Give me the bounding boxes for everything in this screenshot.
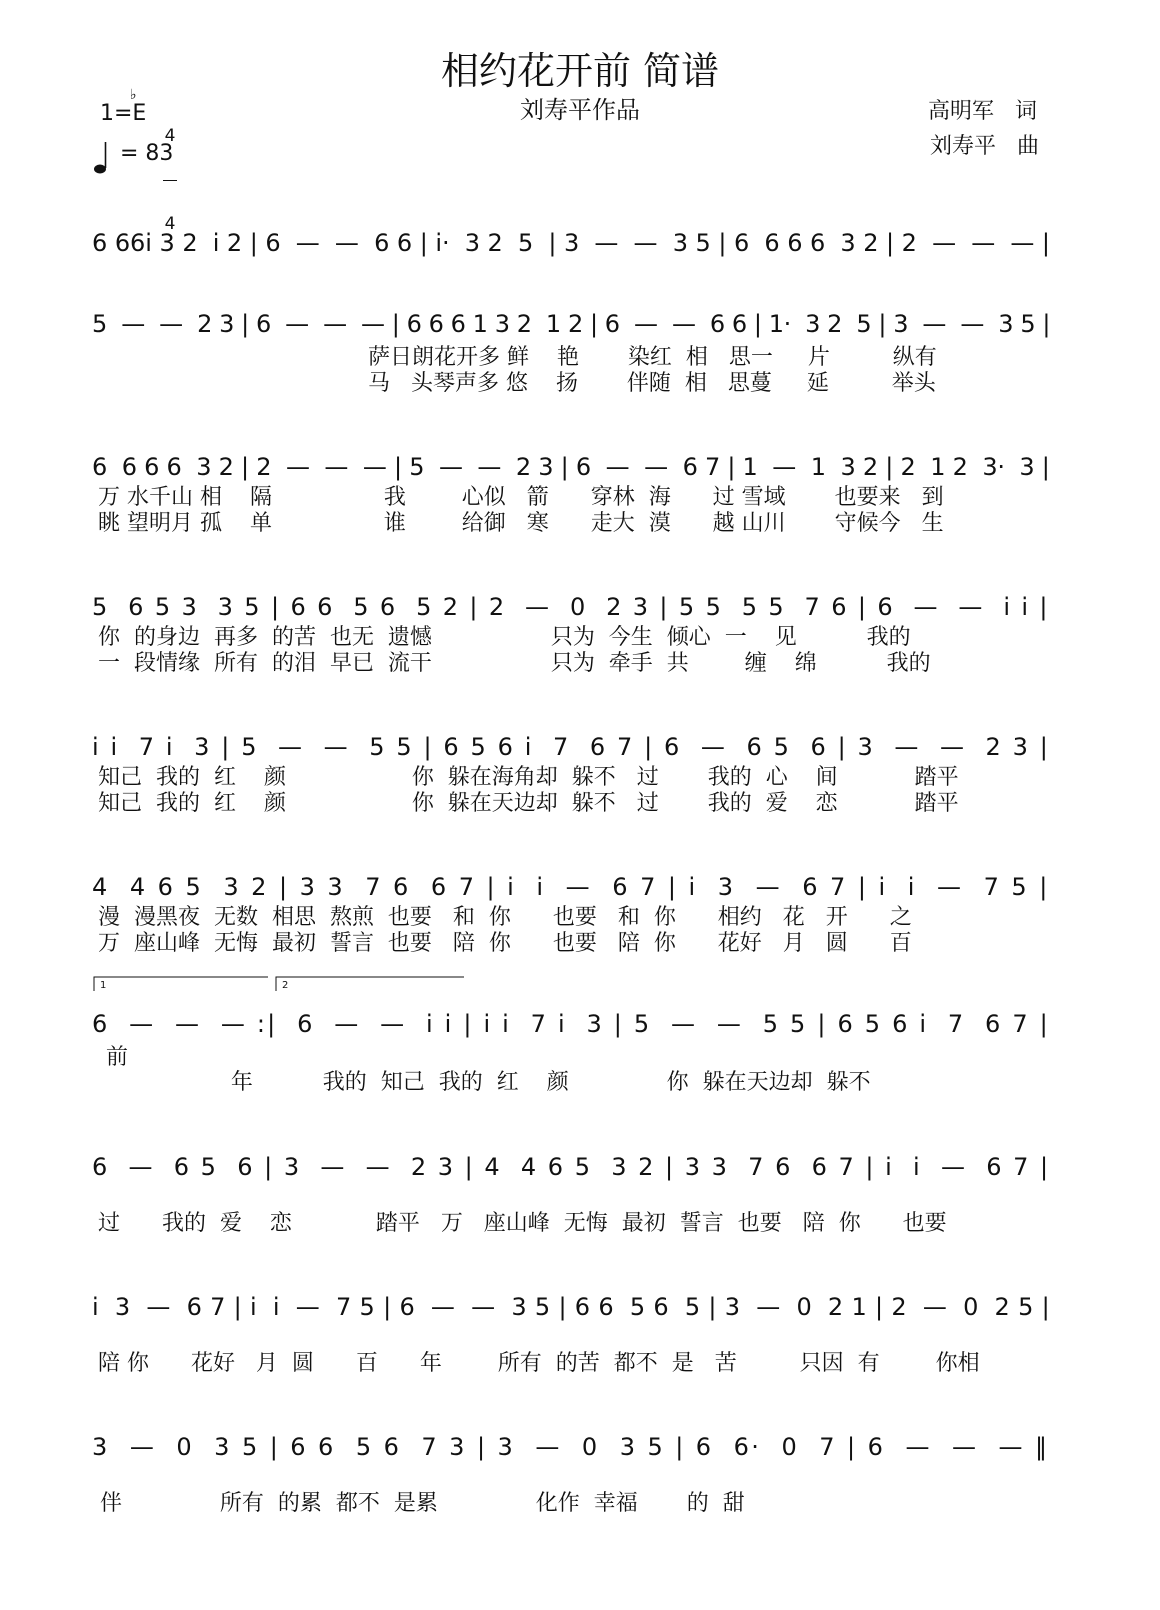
staff-row-7: [92, 975, 1050, 1095]
lyrics-row-3-verse-1: 万 水千山 相 隔 我 心似 箭 穿林 海 过 雪域 也要来 到: [98, 485, 944, 510]
staff-row-1: [92, 229, 1050, 279]
lyrics-row-7-line-1: 前: [106, 1045, 129, 1070]
notes-row-3: 6 6 6 6 3 2 | 2 — — — | 5 — — 2 3 | 6 — — 6 7 | 1 — 1 3 2 | 2 1 2 3· 3 |: [92, 453, 1050, 481]
lyrics-row-7-line-2: 年 我的 知己 我的 红 颜 你 躲在天边却 躲不: [98, 1070, 871, 1095]
volta-brackets: [92, 975, 492, 995]
volta-2-label: 2: [282, 980, 289, 991]
time-signature-bottom: 4: [164, 214, 176, 234]
composer-credit: 刘寿平 曲: [930, 134, 1039, 159]
lyrics-row-2-verse-2: 马 头琴声多 悠 扬 伴随 相 思蔓 延 举头: [368, 371, 936, 396]
staff-row-10: [92, 1433, 1050, 1523]
lyrics-row-6-verse-1: 漫 漫黑夜 无数 相思 熬煎 也要 和 你 也要 和 你 相约 花 开 之: [98, 905, 912, 930]
lyrics-row-9: 陪 你 花好 月 圆 百 年 所有 的苦 都不 是 苦 只因 有 你相: [98, 1351, 980, 1376]
lyrics-row-3-verse-2: 眺 望明月 孤 单 谁 给御 寒 走大 漠 越 山川 守候今 生: [98, 511, 944, 536]
notes-row-9: i 3 — 6 7 | i i — 7 5 | 6 — — 3 5 | 6 6 5 6 5 | 3 — 0 2 1 | 2 — 0 2 5 |: [92, 1293, 1051, 1321]
notes-row-6: 4 4 6 5 3 2 | 3 3 7 6 6 7 | i i — 6 7 | i 3 — 6 7 | i i — 7 5 |: [92, 873, 1050, 901]
notes-row-7: 6 — — — :| 6 — — i i | i i 7 i 3 | 5 — — 5 5 | 6 5 6 i 7 6 7 |: [92, 1010, 1050, 1038]
lyrics-row-4-verse-2: 一 段情缘 所有 的泪 早已 流干 只为 牵手 共 缠 绵 我的: [98, 651, 931, 676]
key-signature: 1=E: [100, 101, 147, 126]
lyrics-row-5-verse-1: 知己 我的 红 颜 你 躲在海角却 躲不 过 我的 心 间 踏平: [98, 765, 959, 790]
notes-row-10: 3 — 0 3 5 | 6 6 5 6 7 3 | 3 — 0 3 5 | 6 6· 0 7 | 6 — — — ‖: [92, 1433, 1050, 1461]
lyrics-row-8: 过 我的 爱 恋 踏平 万 座山峰 无悔 最初 誓言 也要 陪 你 也要: [98, 1211, 947, 1236]
staff-row-9: [92, 1293, 1050, 1383]
lyrics-row-6-verse-2: 万 座山峰 无悔 最初 誓言 也要 陪 你 也要 陪 你 花好 月 圆 百: [98, 931, 912, 956]
song-subtitle: 刘寿平作品: [520, 96, 640, 124]
staff-row-6: [92, 873, 1050, 973]
staff-row-2: [92, 309, 1050, 409]
staff-row-4: [92, 593, 1050, 693]
staff-row-5: [92, 733, 1050, 833]
lyrics-row-4-verse-1: 你 的身边 再多 的苦 也无 遗憾 只为 今生 倾心 一 见 我的: [98, 625, 911, 650]
notes-row-1: 6 66i 3 2 i 2 | 6 — — 6 6 | i· 3 2 5 | 3 — — 3 5 | 6 6 6 6 3 2 | 2 — — — |: [92, 229, 1050, 257]
notes-row-4: 5 6 5 3 3 5 | 6 6 5 6 5 2 | 2 — 0 2 3 | 5 5 5 5 7 6 | 6 — — i i |: [92, 593, 1050, 621]
volta-1-label: 1: [100, 980, 107, 991]
tempo-marking: = 83: [120, 141, 174, 166]
time-signature-bar: [163, 180, 177, 181]
lyrics-row-2-verse-1: 萨日朗花开多 鲜 艳 染红 相 思一 片 纵有: [368, 345, 937, 370]
time-signature: [163, 94, 177, 250]
lyricist-credit: 高明军 词: [928, 99, 1037, 124]
key-flat-sign: ♭: [130, 87, 137, 103]
song-title: 相约花开前 简谱: [440, 49, 720, 93]
notes-row-2: 5 — — 2 3 | 6 — — — | 6 6 6 1 3 2 1 2 | 6 — — 6 6 | 1· 3 2 5 | 3 — — 3 5 |: [92, 310, 1050, 338]
time-signature-top: 4: [164, 126, 176, 146]
lyrics-row-10: 伴 所有 的累 都不 是累 化作 幸福 的 甜: [100, 1491, 745, 1516]
quarter-note-icon: [94, 140, 108, 174]
lyrics-row-5-verse-2: 知己 我的 红 颜 你 躲在天边却 躲不 过 我的 爱 恋 踏平: [98, 791, 959, 816]
notes-row-5: i i 7 i 3 | 5 — — 5 5 | 6 5 6 i 7 6 7 | 6 — 6 5 6 | 3 — — 2 3 |: [92, 733, 1050, 761]
notes-row-8: 6 — 6 5 6 | 3 — — 2 3 | 4 4 6 5 3 2 | 3 3 7 6 6 7 | i i — 6 7 |: [92, 1153, 1051, 1181]
staff-row-8: [92, 1153, 1050, 1243]
staff-row-3: [92, 453, 1050, 553]
